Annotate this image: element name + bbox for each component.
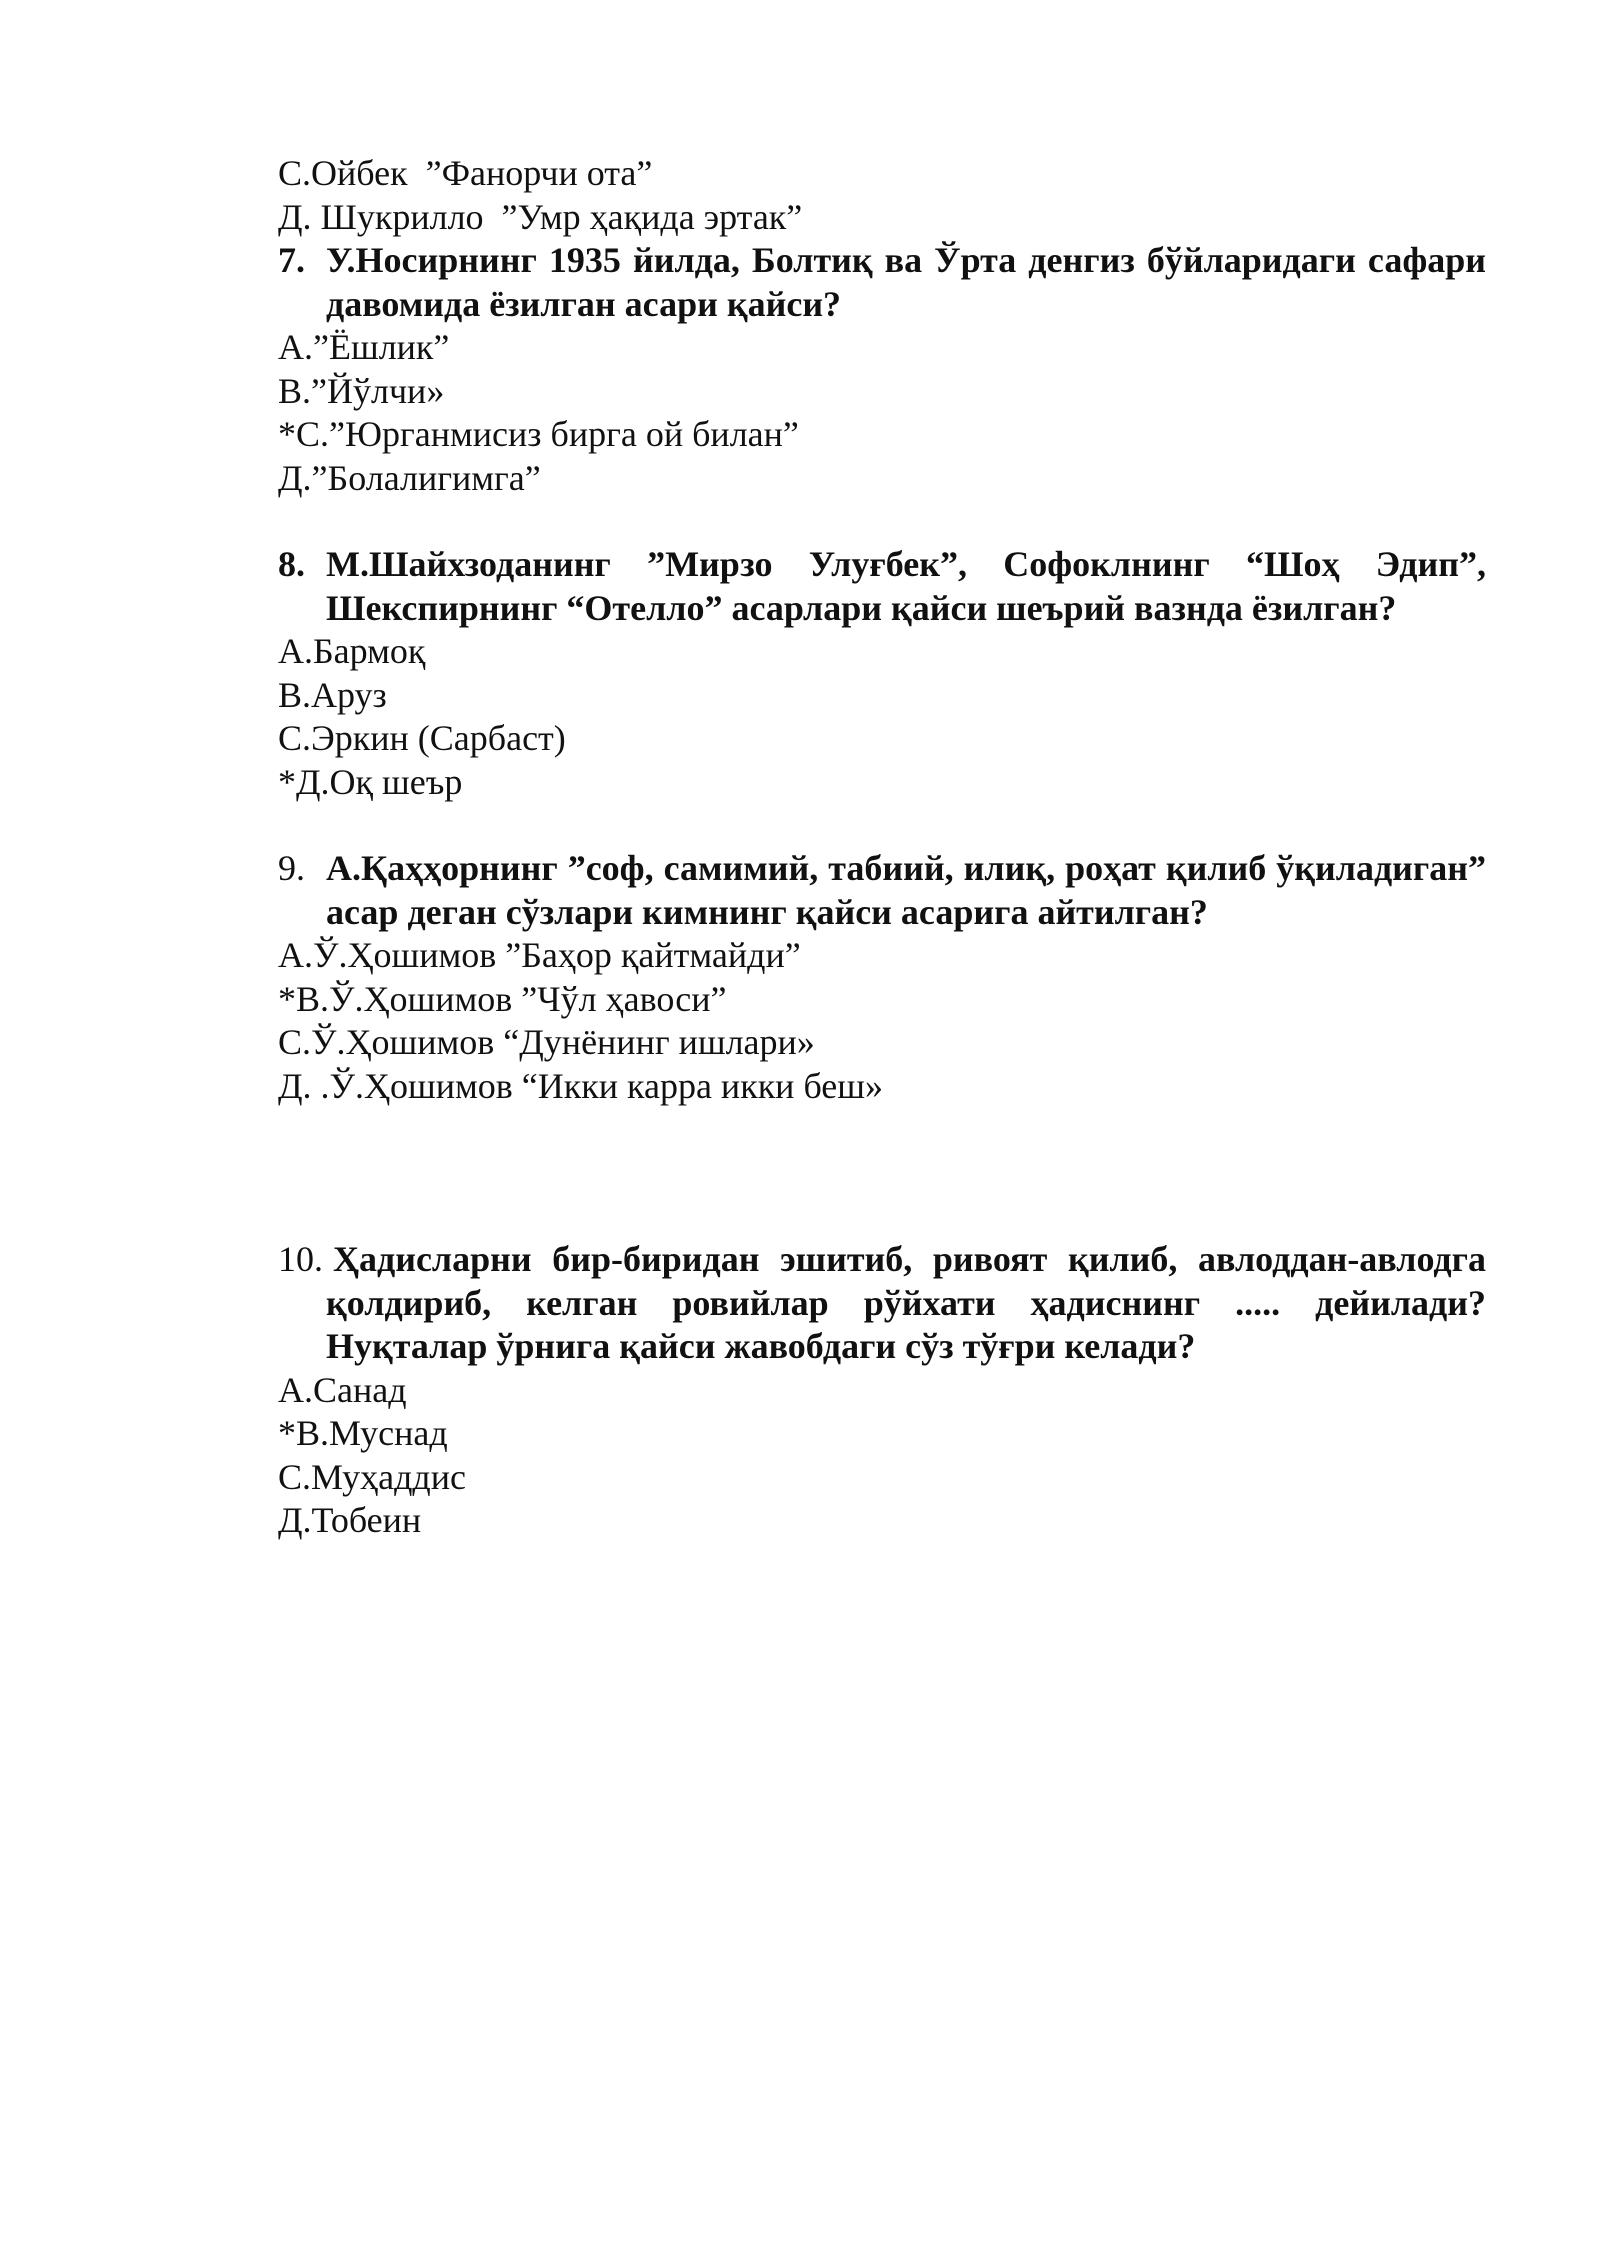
answer-option: Д. Шукрилло ”Умр ҳақида эртак” [278,196,803,237]
question-7 [278,239,1486,326]
answer-option: С.Ойбек ”Фанорчи ота” [278,153,653,193]
answer-option: В.Аруз [278,674,387,715]
answer-option: А.Санад [278,1369,407,1410]
document-content [278,152,1486,1543]
answer-option: *Д.Оқ шеър [278,761,463,802]
answer-option: А.Бармоқ [278,631,426,671]
answer-option: С.Муҳаддис [278,1456,466,1497]
question-8 [278,543,1486,630]
answer-option: С.Ў.Ҳошимов “Дунёнинг ишлари» [278,1022,815,1062]
question-text: А.Қаҳҳорнинг ”соф, самимий, табиий, илиқ, роҳат қилиб ўқиладиган” асар деган сўзлари кимнинг қайси асарига айтилган? [326,848,1486,932]
answer-option: С.Эркин (Сарбаст) [278,718,566,758]
answer-option: А.”Ёшлик” [278,327,450,367]
answer-option: В.”Йўлчи» [278,370,445,411]
question-number: 8. [278,544,305,584]
answer-option: Д. .Ў.Ҳошимов “Икки карра икки беш» [278,1065,883,1106]
question-number: 10. [278,1239,323,1279]
answer-option: *В.Ў.Ҳошимов ”Чўл ҳавоси” [278,978,727,1019]
question-10 [278,1238,1486,1369]
question-text: М.Шайхзоданинг ”Мирзо Улуғбек”, Софоклнинг “Шоҳ Эдип”, Шекспирнинг “Отелло” асарлари қайси шеърий вазнда ёзилган? [326,544,1486,628]
question-text: У.Носирнинг 1935 йилда, Болтиқ ва Ўрта денгиз бўйларидаги сафари давомида ёзилган асари қайси? [326,240,1486,324]
answer-option: *В.Муснад [278,1413,448,1453]
answer-option: Д.Тобеин [278,1500,422,1540]
question-number: 7. [278,240,305,280]
answer-option: *С.”Юрганмисиз бирга ой билан” [278,414,799,454]
question-number: 9. [278,848,305,888]
question-9 [278,847,1486,934]
answer-option: А.Ў.Ҳошимов ”Баҳор қайтмайди” [278,935,801,975]
answer-option: Д.”Болалигимга” [278,457,541,498]
question-text: Ҳадисларни бир-биридан эшитиб, ривоят қилиб, авлоддан-авлодга қолдириб, келган ровийлар рўйхати ҳадиснинг ..... дейилади? Нуқталар ўрнига қайси жавобдаги сўз тўғри келади? [326,1239,1486,1366]
